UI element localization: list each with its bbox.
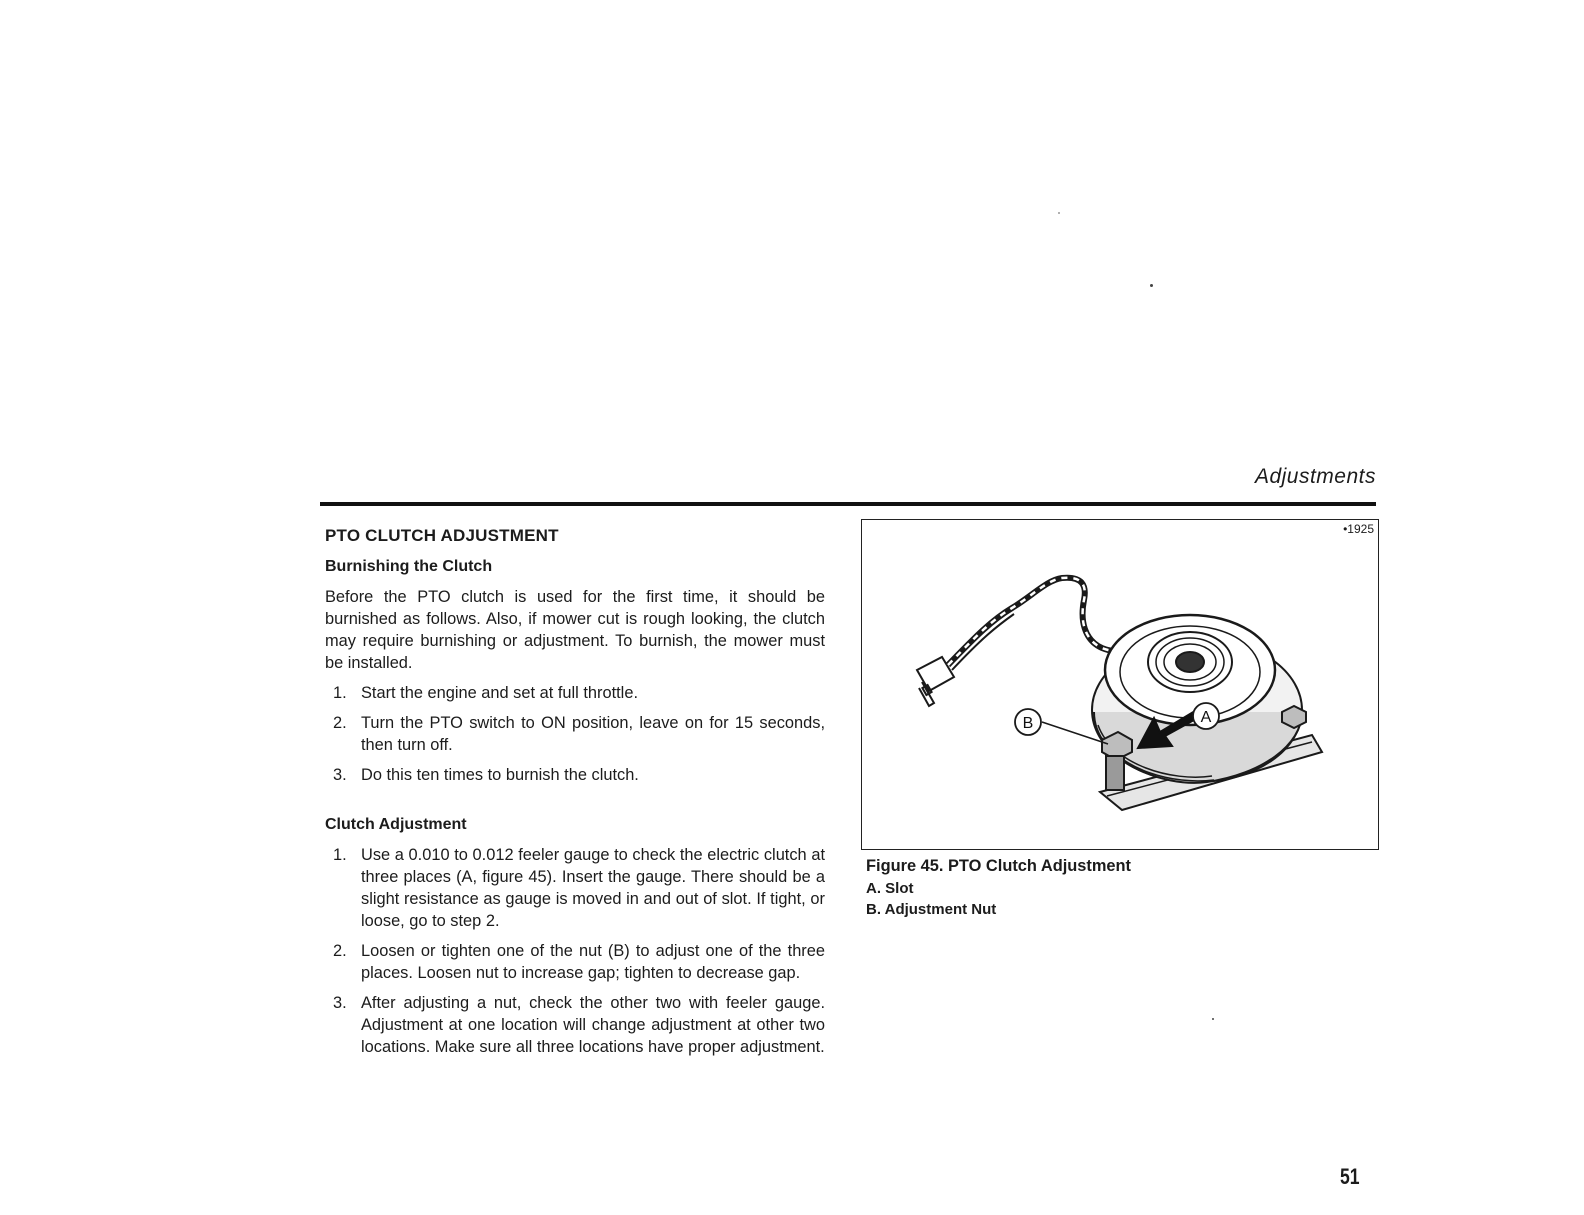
scan-artifact bbox=[1150, 284, 1153, 287]
figure-45 bbox=[861, 519, 1379, 850]
step-number: 2. bbox=[333, 714, 347, 732]
step-text: Loosen or tighten one of the nut (B) to adjust one of the three places. Loosen nut to increase gap; tighten to decrease gap. bbox=[361, 942, 825, 982]
list-item bbox=[325, 764, 825, 786]
step-text: Use a 0.010 to 0.012 feeler gauge to check the electric clutch at three places (A, figure 45). Insert the gauge. There should be a slight resistance as gauge is moved in and out of slot. If tight, or loose, go to step 2. bbox=[361, 846, 825, 930]
burnishing-heading: Burnishing the Clutch bbox=[325, 558, 493, 575]
callout-b-label: B bbox=[1022, 715, 1034, 732]
step-text: Do this ten times to burnish the clutch. bbox=[361, 766, 639, 784]
list-item bbox=[325, 844, 825, 932]
figure-caption bbox=[866, 856, 1366, 920]
step-number: 1. bbox=[333, 684, 347, 702]
page-title: PTO CLUTCH ADJUSTMENT bbox=[325, 526, 559, 545]
step-text: Turn the PTO switch to ON position, leave on for 15 seconds, then turn off. bbox=[361, 714, 825, 754]
burnishing-steps bbox=[325, 682, 825, 786]
step-number: 2. bbox=[333, 942, 347, 960]
step-text: Start the engine and set at full throttle. bbox=[361, 684, 638, 702]
adjustment-steps bbox=[325, 844, 825, 1058]
wire-harness bbox=[948, 578, 1124, 665]
step-text: After adjusting a nut, check the other two with feeler gauge. Adjustment at one location will change adjustment at other two locations. Make sure all three locations have proper adjustment. bbox=[361, 994, 825, 1056]
legend-item-a: A. Slot bbox=[866, 880, 914, 897]
list-item bbox=[325, 712, 825, 756]
section-header: Adjustments bbox=[1254, 465, 1376, 488]
scan-artifact bbox=[1212, 1018, 1214, 1020]
step-number: 1. bbox=[333, 846, 347, 864]
step-number: 3. bbox=[333, 994, 347, 1012]
main-text-column bbox=[325, 525, 825, 1066]
list-item bbox=[325, 940, 825, 984]
callout-a-label: A bbox=[1200, 709, 1212, 726]
caption-title: Figure 45. PTO Clutch Adjustment bbox=[866, 857, 1132, 875]
burnishing-intro: Before the PTO clutch is used for the first time, it should be burnished as follows. Also, if mower cut is rough looking, the clutch may require burnishing or adjustment. To burnish, the mower must be installed. bbox=[325, 588, 825, 672]
list-item bbox=[325, 682, 825, 704]
legend-item-b: B. Adjustment Nut bbox=[866, 901, 997, 918]
list-item bbox=[325, 992, 825, 1058]
scan-artifact bbox=[1058, 212, 1060, 214]
header-rule bbox=[320, 502, 1376, 506]
figure-id: •1925 bbox=[1343, 522, 1374, 536]
pto-clutch-illustration bbox=[862, 520, 1377, 848]
page-number: 51 bbox=[1340, 1164, 1360, 1189]
adjustment-nut-right bbox=[1282, 706, 1306, 728]
step-number: 3. bbox=[333, 766, 347, 784]
adjustment-heading: Clutch Adjustment bbox=[325, 816, 467, 833]
